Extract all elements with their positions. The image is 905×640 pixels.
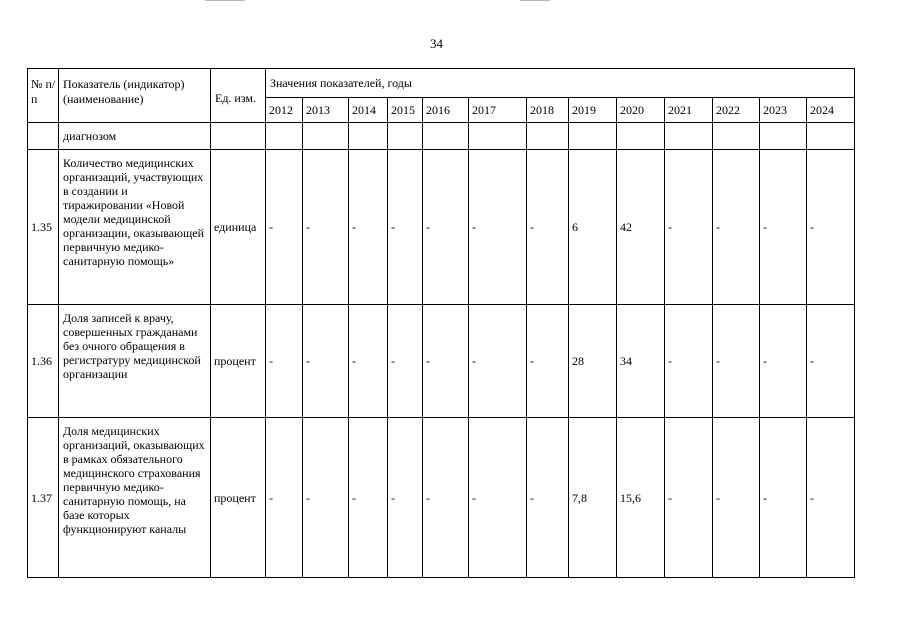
- value-cell: -: [807, 305, 855, 418]
- value-cell: -: [349, 305, 388, 418]
- value-cell: [617, 123, 665, 150]
- table-row: [28, 418, 855, 578]
- year-header: 2018: [527, 98, 569, 123]
- value-cell: [713, 123, 760, 150]
- value-cell: [388, 123, 423, 150]
- unit-cell: процент: [211, 305, 266, 418]
- year-header: 2022: [713, 98, 760, 123]
- indicator-cell: Количество медицинских организаций, участвующих в создании и тиражировании «Новой модели медицинской организации, оказывающей первичную медико-санитарную помощь»: [59, 150, 211, 305]
- value-cell: -: [303, 418, 349, 578]
- value-cell: 6: [569, 150, 617, 305]
- year-header: 2020: [617, 98, 665, 123]
- column-header-values-group: Значения показателей, годы: [266, 69, 855, 98]
- row-num-cell: [28, 123, 59, 150]
- value-cell: -: [388, 418, 423, 578]
- value-cell: [569, 123, 617, 150]
- value-cell: -: [713, 150, 760, 305]
- value-cell: -: [266, 150, 303, 305]
- table-header-row: [28, 69, 855, 98]
- year-header: 2023: [760, 98, 807, 123]
- value-cell: -: [388, 305, 423, 418]
- year-header: 2019: [569, 98, 617, 123]
- scan-artifact: [205, 0, 245, 1]
- value-cell: 7,8: [569, 418, 617, 578]
- table-row-continuation: [28, 123, 855, 150]
- value-cell: 28: [569, 305, 617, 418]
- unit-cell: единица: [211, 150, 266, 305]
- row-num-cell: 1.37: [28, 418, 59, 578]
- value-cell: [303, 123, 349, 150]
- value-cell: -: [349, 418, 388, 578]
- value-cell: -: [807, 150, 855, 305]
- indicators-table: [27, 68, 855, 578]
- value-cell: [760, 123, 807, 150]
- year-header: 2013: [303, 98, 349, 123]
- value-cell: -: [527, 418, 569, 578]
- column-header-indicator: Показатель (индикатор) (наименование): [59, 69, 211, 123]
- year-header: 2024: [807, 98, 855, 123]
- value-cell: -: [266, 418, 303, 578]
- column-header-num: № п/п: [28, 69, 59, 123]
- value-cell: -: [423, 150, 469, 305]
- value-cell: -: [469, 305, 527, 418]
- value-cell: -: [665, 150, 713, 305]
- value-cell: -: [807, 418, 855, 578]
- year-header: 2015: [388, 98, 423, 123]
- value-cell: [469, 123, 527, 150]
- year-header: 2014: [349, 98, 388, 123]
- table-row: [28, 150, 855, 305]
- value-cell: -: [527, 150, 569, 305]
- unit-cell: [211, 123, 266, 150]
- value-cell: -: [760, 305, 807, 418]
- row-num-cell: 1.36: [28, 305, 59, 418]
- table-row: [28, 305, 855, 418]
- value-cell: 15,6: [617, 418, 665, 578]
- value-cell: -: [303, 150, 349, 305]
- value-cell: -: [527, 305, 569, 418]
- value-cell: [807, 123, 855, 150]
- value-cell: [266, 123, 303, 150]
- value-cell: -: [713, 305, 760, 418]
- value-cell: [665, 123, 713, 150]
- value-cell: -: [665, 418, 713, 578]
- scan-artifact: [520, 0, 550, 1]
- year-header: 2012: [266, 98, 303, 123]
- page-number: 34: [430, 36, 443, 51]
- year-header: 2016: [423, 98, 469, 123]
- value-cell: -: [469, 418, 527, 578]
- indicator-cell: диагнозом: [59, 123, 211, 150]
- value-cell: -: [423, 305, 469, 418]
- value-cell: 34: [617, 305, 665, 418]
- value-cell: -: [760, 150, 807, 305]
- value-cell: -: [713, 418, 760, 578]
- value-cell: -: [665, 305, 713, 418]
- value-cell: [423, 123, 469, 150]
- column-header-unit: Ед. изм.: [211, 69, 266, 123]
- value-cell: -: [266, 305, 303, 418]
- indicator-cell: Доля записей к врачу, совершенных гражданами без очного обращения в регистратуру медицинской организации: [59, 305, 211, 418]
- row-num-cell: 1.35: [28, 150, 59, 305]
- unit-cell: процент: [211, 418, 266, 578]
- value-cell: -: [423, 418, 469, 578]
- value-cell: [527, 123, 569, 150]
- value-cell: -: [303, 305, 349, 418]
- value-cell: -: [388, 150, 423, 305]
- year-header: 2017: [469, 98, 527, 123]
- value-cell: [349, 123, 388, 150]
- indicator-cell: Доля медицинских организаций, оказывающих в рамках обязательного медицинского страхования первичную медико-санитарную помощь, на базе которых функционируют каналы: [59, 418, 211, 578]
- value-cell: -: [760, 418, 807, 578]
- year-header: 2021: [665, 98, 713, 123]
- value-cell: -: [469, 150, 527, 305]
- value-cell: -: [349, 150, 388, 305]
- value-cell: 42: [617, 150, 665, 305]
